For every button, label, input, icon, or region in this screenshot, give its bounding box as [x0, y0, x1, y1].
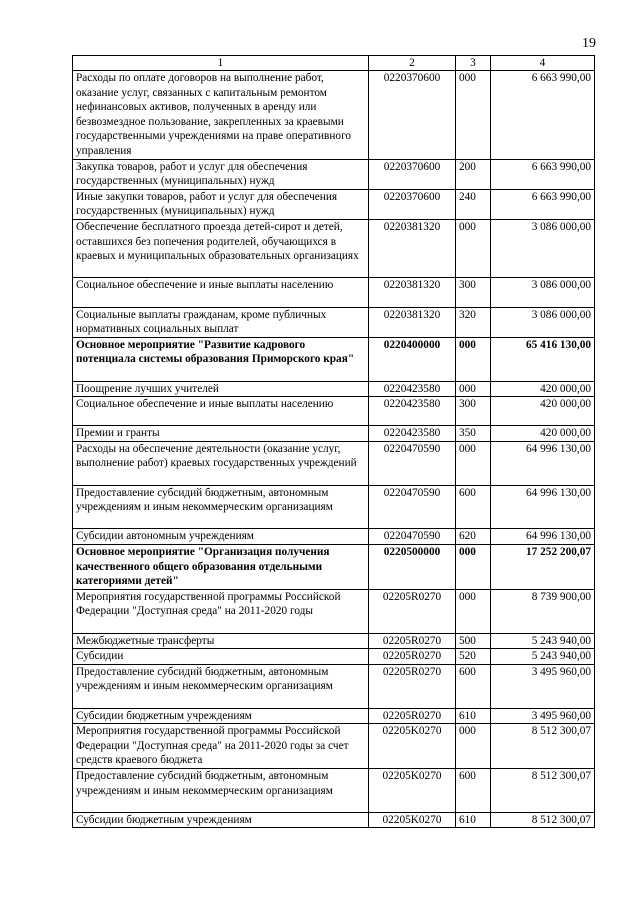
row-code: 02205R0270 [369, 708, 456, 724]
row-expense-type: 000 [456, 724, 491, 769]
row-expense-type: 000 [456, 589, 491, 633]
row-code: 0220500000 [369, 545, 456, 590]
row-description: Субсидии бюджетным учреждениям [73, 708, 369, 724]
row-amount: 64 996 130,00 [491, 529, 595, 545]
budget-table [72, 55, 595, 828]
row-amount: 6 663 990,00 [491, 159, 595, 189]
row-expense-type: 000 [456, 381, 491, 397]
row-amount: 3 495 960,00 [491, 664, 595, 708]
table-row [73, 812, 595, 828]
row-code: 02205K0270 [369, 724, 456, 769]
column-header-description: 1 [73, 56, 369, 71]
row-expense-type: 240 [456, 189, 491, 219]
row-expense-type: 600 [456, 769, 491, 813]
row-description: Основное мероприятие "Развитие кадрового потенциала системы образования Приморского края" [73, 337, 369, 381]
row-code: 0220470590 [369, 485, 456, 529]
page-number: 19 [582, 36, 596, 51]
row-expense-type: 610 [456, 812, 491, 828]
row-code: 02205K0270 [369, 812, 456, 828]
row-amount: 8 739 900,00 [491, 589, 595, 633]
column-header-code: 2 [369, 56, 456, 71]
row-amount: 8 512 300,07 [491, 724, 595, 769]
row-code: 0220370600 [369, 159, 456, 189]
row-code: 0220423580 [369, 397, 456, 426]
row-code: 0220370600 [369, 71, 456, 160]
row-description: Межбюджетные трансферты [73, 633, 369, 649]
row-description: Основное мероприятие "Организация получения качественного общего образования отдельными категориями детей" [73, 545, 369, 590]
row-code: 02205R0270 [369, 633, 456, 649]
row-amount: 64 996 130,00 [491, 441, 595, 485]
table-row [73, 545, 595, 590]
row-code: 0220470590 [369, 441, 456, 485]
row-description: Социальные выплаты гражданам, кроме публичных нормативных социальных выплат [73, 307, 369, 337]
row-description: Премии и гранты [73, 426, 369, 442]
row-amount: 8 512 300,07 [491, 812, 595, 828]
row-description: Предоставление субсидий бюджетным, автономным учреждениям и иным некоммерческим организациям [73, 485, 369, 529]
row-code: 0220381320 [369, 219, 456, 277]
row-expense-type: 620 [456, 529, 491, 545]
row-expense-type: 610 [456, 708, 491, 724]
table-row [73, 278, 595, 307]
row-code: 0220381320 [369, 278, 456, 307]
table-row [73, 649, 595, 665]
row-description: Расходы по оплате договоров на выполнение работ, оказание услуг, связанных с капитальным ремонтом нефинансовых активов, полученных в аренду или безвозмездное пользование, закрепленных за краевыми государственными учреждениями на праве оперативного управления [73, 71, 369, 160]
row-description: Предоставление субсидий бюджетным, автономным учреждениям и иным некоммерческим организациям [73, 664, 369, 708]
table-row [73, 529, 595, 545]
row-amount: 8 512 300,07 [491, 769, 595, 813]
row-amount: 420 000,00 [491, 397, 595, 426]
table-header-row [73, 56, 595, 71]
row-description: Социальное обеспечение и иные выплаты населению [73, 397, 369, 426]
row-description: Иные закупки товаров, работ и услуг для обеспечения государственных (муниципальных) нужд [73, 189, 369, 219]
row-expense-type: 500 [456, 633, 491, 649]
row-expense-type: 300 [456, 278, 491, 307]
row-code: 0220423580 [369, 426, 456, 442]
row-expense-type: 320 [456, 307, 491, 337]
table-row [73, 485, 595, 529]
table-row [73, 219, 595, 277]
row-amount: 420 000,00 [491, 426, 595, 442]
row-description: Субсидии автономным учреждениям [73, 529, 369, 545]
table-row [73, 664, 595, 708]
row-amount: 64 996 130,00 [491, 485, 595, 529]
table-row [73, 426, 595, 442]
row-description: Мероприятия государственной программы Российской Федерации "Доступная среда" на 2011-2020 годы за счет средств краевого бюджета [73, 724, 369, 769]
row-code: 02205K0270 [369, 769, 456, 813]
row-code: 02205R0270 [369, 664, 456, 708]
row-amount: 17 252 200,07 [491, 545, 595, 590]
row-expense-type: 000 [456, 441, 491, 485]
row-description: Предоставление субсидий бюджетным, автономным учреждениям и иным некоммерческим организациям [73, 769, 369, 813]
row-expense-type: 000 [456, 219, 491, 277]
table-row [73, 769, 595, 813]
row-amount: 3 086 000,00 [491, 307, 595, 337]
row-amount: 3 086 000,00 [491, 278, 595, 307]
row-expense-type: 520 [456, 649, 491, 665]
table-row [73, 307, 595, 337]
table-row [73, 724, 595, 769]
row-amount: 6 663 990,00 [491, 71, 595, 160]
row-expense-type: 600 [456, 485, 491, 529]
table-body [73, 71, 595, 828]
table-row [73, 589, 595, 633]
row-expense-type: 000 [456, 337, 491, 381]
table-row [73, 381, 595, 397]
row-code: 0220370600 [369, 189, 456, 219]
row-amount: 3 495 960,00 [491, 708, 595, 724]
row-description: Субсидии [73, 649, 369, 665]
table-row [73, 189, 595, 219]
row-description: Расходы на обеспечение деятельности (оказание услуг, выполнение работ) краевых государственных учреждений [73, 441, 369, 485]
row-description: Субсидии бюджетным учреждениям [73, 812, 369, 828]
row-expense-type: 600 [456, 664, 491, 708]
table-row [73, 441, 595, 485]
table-row [73, 71, 595, 160]
row-amount: 6 663 990,00 [491, 189, 595, 219]
row-amount: 5 243 940,00 [491, 633, 595, 649]
table-row [73, 397, 595, 426]
table-row [73, 337, 595, 381]
column-header-expense-type: 3 [456, 56, 491, 71]
row-code: 02205R0270 [369, 589, 456, 633]
row-amount: 420 000,00 [491, 381, 595, 397]
row-description: Мероприятия государственной программы Российской Федерации "Доступная среда" на 2011-2020 годы [73, 589, 369, 633]
row-amount: 5 243 940,00 [491, 649, 595, 665]
table-row [73, 633, 595, 649]
row-description: Обеспечение бесплатного проезда детей-сирот и детей, оставшихся без попечения родителей, обучающихся в краевых и муниципальных образовательных организациях [73, 219, 369, 277]
row-code: 0220400000 [369, 337, 456, 381]
row-expense-type: 000 [456, 545, 491, 590]
table-row [73, 159, 595, 189]
row-description: Поощрение лучших учителей [73, 381, 369, 397]
column-header-amount: 4 [491, 56, 595, 71]
table-row [73, 708, 595, 724]
row-code: 0220381320 [369, 307, 456, 337]
row-expense-type: 350 [456, 426, 491, 442]
row-description: Социальное обеспечение и иные выплаты населению [73, 278, 369, 307]
row-code: 0220470590 [369, 529, 456, 545]
row-code: 0220423580 [369, 381, 456, 397]
row-expense-type: 300 [456, 397, 491, 426]
row-amount: 65 416 130,00 [491, 337, 595, 381]
row-code: 02205R0270 [369, 649, 456, 665]
row-expense-type: 200 [456, 159, 491, 189]
row-description: Закупка товаров, работ и услуг для обеспечения государственных (муниципальных) нужд [73, 159, 369, 189]
row-expense-type: 000 [456, 71, 491, 160]
row-amount: 3 086 000,00 [491, 219, 595, 277]
